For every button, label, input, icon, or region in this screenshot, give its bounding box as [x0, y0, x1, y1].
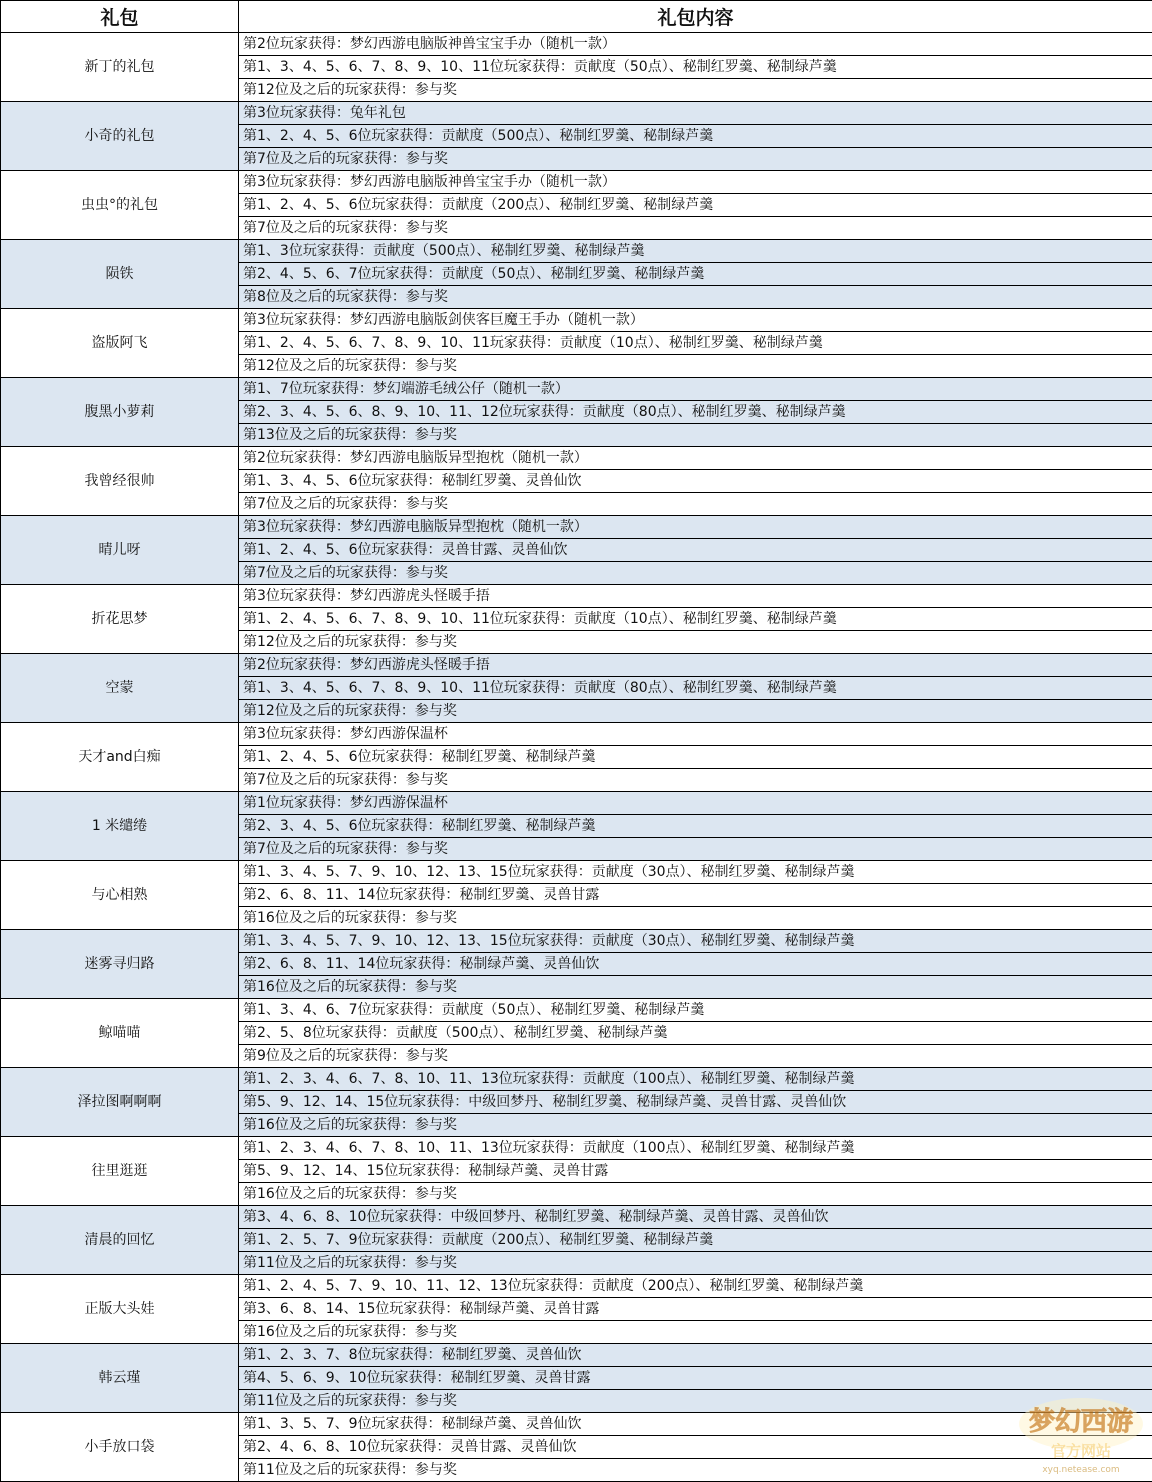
table-row: [1, 1068, 1152, 1091]
table-row: [1, 33, 1152, 56]
gift-content-cell: 第1、2、4、5、6位玩家获得：贡献度（500点）、秘制红罗羹、秘制绿芦羹: [239, 125, 1152, 148]
gift-content-cell: 第1、7位玩家获得：梦幻端游毛绒公仔（随机一款）: [239, 378, 1152, 401]
gift-content-cell: 第1、3、4、5、6位玩家获得：秘制红罗羹、灵兽仙饮: [239, 470, 1152, 493]
gift-content-cell: 第1、3、4、5、6、7、8、9、10、11位玩家获得：贡献度（50点）、秘制红罗羹、秘制绿芦羹: [239, 56, 1152, 79]
gift-content-cell: 第11位及之后的玩家获得：参与奖: [239, 1459, 1152, 1482]
gift-content-cell: 第3位玩家获得：梦幻西游保温杯: [239, 723, 1152, 746]
header-row: [1, 1, 1152, 33]
gift-content-cell: 第16位及之后的玩家获得：参与奖: [239, 1183, 1152, 1206]
gift-content-cell: 第12位及之后的玩家获得：参与奖: [239, 355, 1152, 378]
gift-content-cell: 第3位玩家获得：梦幻西游虎头怪暖手捂: [239, 585, 1152, 608]
gift-content-cell: 第12位及之后的玩家获得：参与奖: [239, 79, 1152, 102]
gift-content-cell: 第1、3、4、5、6、7、8、9、10、11位玩家获得：贡献度（80点）、秘制红罗羹、秘制绿芦羹: [239, 677, 1152, 700]
gift-name-cell: 与心相熟: [1, 861, 239, 930]
gift-content-cell: 第1位玩家获得：梦幻西游保温杯: [239, 792, 1152, 815]
table-row: [1, 792, 1152, 815]
table-row: [1, 447, 1152, 470]
gift-content-cell: 第7位及之后的玩家获得：参与奖: [239, 148, 1152, 171]
table-row: [1, 309, 1152, 332]
table-row: [1, 654, 1152, 677]
header-gift: 礼包: [1, 1, 239, 33]
gift-content-cell: 第3位玩家获得：梦幻西游电脑版剑侠客巨魔王手办（随机一款）: [239, 309, 1152, 332]
gift-content-cell: 第2位玩家获得：梦幻西游电脑版异型抱枕（随机一款）: [239, 447, 1152, 470]
table-row: [1, 378, 1152, 401]
svg-text:梦幻西游: 梦幻西游: [1029, 1406, 1133, 1437]
gift-content-cell: 第3位玩家获得：梦幻西游电脑版神兽宝宝手办（随机一款）: [239, 171, 1152, 194]
table-row: [1, 861, 1152, 884]
gift-name-cell: 正版大头娃: [1, 1275, 239, 1344]
gift-content-cell: 第2、6、8、11、14位玩家获得：秘制红罗羹、灵兽甘露: [239, 884, 1152, 907]
svg-text:官方网站: 官方网站: [1051, 1442, 1111, 1460]
gift-content-cell: 第1、2、3、4、6、7、8、10、11、13位玩家获得：贡献度（100点）、秘制红罗羹、秘制绿芦羹: [239, 1137, 1152, 1160]
table-row: [1, 171, 1152, 194]
table-row: [1, 723, 1152, 746]
gift-name-cell: 陨铁: [1, 240, 239, 309]
gift-content-cell: 第1、2、4、5、6、7、8、9、10、11玩家获得：贡献度（10点）、秘制红罗羹、秘制绿芦羹: [239, 332, 1152, 355]
gift-name-cell: 泽拉图啊啊啊: [1, 1068, 239, 1137]
table-row: [1, 1275, 1152, 1298]
gift-content-cell: 第16位及之后的玩家获得：参与奖: [239, 1321, 1152, 1344]
gift-content-cell: 第5、9、12、14、15位玩家获得：秘制绿芦羹、灵兽甘露: [239, 1160, 1152, 1183]
gift-content-cell: 第3位玩家获得：兔年礼包: [239, 102, 1152, 125]
gift-content-cell: 第1、2、3、7、8位玩家获得：秘制红罗羹、灵兽仙饮: [239, 1344, 1152, 1367]
table-row: [1, 1206, 1152, 1229]
gift-content-cell: 第1、3、5、7、9位玩家获得：秘制绿芦羹、灵兽仙饮: [239, 1413, 1152, 1436]
gift-content-cell: 第1、2、4、5、6位玩家获得：贡献度（200点）、秘制红罗羹、秘制绿芦羹: [239, 194, 1152, 217]
gift-name-cell: 1 米缱绻: [1, 792, 239, 861]
gift-content-cell: 第2、5、8位玩家获得：贡献度（500点）、秘制红罗羹、秘制绿芦羹: [239, 1022, 1152, 1045]
table-row: [1, 240, 1152, 263]
gift-content-cell: 第1、3、4、6、7位玩家获得：贡献度（50点）、秘制红罗羹、秘制绿芦羹: [239, 999, 1152, 1022]
gift-name-cell: 鲸喵喵: [1, 999, 239, 1068]
gift-content-cell: 第1、3、4、5、7、9、10、12、13、15位玩家获得：贡献度（30点）、秘制红罗羹、秘制绿芦羹: [239, 930, 1152, 953]
gift-name-cell: 小奇的礼包: [1, 102, 239, 171]
gift-name-cell: 空蒙: [1, 654, 239, 723]
gift-content-cell: 第2位玩家获得：梦幻西游电脑版神兽宝宝手办（随机一款）: [239, 33, 1152, 56]
gift-name-cell: 清晨的回忆: [1, 1206, 239, 1275]
gift-name-cell: 迷雾寻归路: [1, 930, 239, 999]
gift-content-cell: 第2、6、8、11、14位玩家获得：秘制绿芦羹、灵兽仙饮: [239, 953, 1152, 976]
gift-content-cell: 第1、2、4、5、6、7、8、9、10、11位玩家获得：贡献度（10点）、秘制红罗羹、秘制绿芦羹: [239, 608, 1152, 631]
gift-name-cell: 盗版阿飞: [1, 309, 239, 378]
table-row: [1, 999, 1152, 1022]
gift-content-cell: 第12位及之后的玩家获得：参与奖: [239, 700, 1152, 723]
table-row: [1, 930, 1152, 953]
watermark-logo: [1016, 1390, 1146, 1476]
table-row: [1, 516, 1152, 539]
gift-content-cell: 第2、4、5、6、7位玩家获得：贡献度（50点）、秘制红罗羹、秘制绿芦羹: [239, 263, 1152, 286]
gift-content-cell: 第7位及之后的玩家获得：参与奖: [239, 217, 1152, 240]
gift-name-cell: 天才and白痴: [1, 723, 239, 792]
table-row: [1, 1137, 1152, 1160]
gift-content-cell: 第1、3位玩家获得：贡献度（500点）、秘制红罗羹、秘制绿芦羹: [239, 240, 1152, 263]
gift-content-cell: 第2、4、6、8、10位玩家获得：灵兽甘露、灵兽仙饮: [239, 1436, 1152, 1459]
table-body: [1, 33, 1152, 1482]
gift-name-cell: 我曾经很帅: [1, 447, 239, 516]
table-row: [1, 102, 1152, 125]
gift-content-cell: 第1、2、5、7、9位玩家获得：贡献度（200点）、秘制红罗羹、秘制绿芦羹: [239, 1229, 1152, 1252]
gift-content-cell: 第7位及之后的玩家获得：参与奖: [239, 493, 1152, 516]
gift-content-cell: 第16位及之后的玩家获得：参与奖: [239, 907, 1152, 930]
gift-name-cell: 新丁的礼包: [1, 33, 239, 102]
gift-content-cell: 第12位及之后的玩家获得：参与奖: [239, 631, 1152, 654]
gift-content-cell: 第7位及之后的玩家获得：参与奖: [239, 838, 1152, 861]
gift-content-cell: 第16位及之后的玩家获得：参与奖: [239, 976, 1152, 999]
gift-content-cell: 第16位及之后的玩家获得：参与奖: [239, 1114, 1152, 1137]
gift-content-cell: 第13位及之后的玩家获得：参与奖: [239, 424, 1152, 447]
gift-content-cell: 第3位玩家获得：梦幻西游电脑版异型抱枕（随机一款）: [239, 516, 1152, 539]
gift-name-cell: 往里逛逛: [1, 1137, 239, 1206]
table-row: [1, 1344, 1152, 1367]
gift-content-cell: 第7位及之后的玩家获得：参与奖: [239, 562, 1152, 585]
gift-content-cell: 第1、2、4、5、6位玩家获得：秘制红罗羹、秘制绿芦羹: [239, 746, 1152, 769]
gift-content-cell: 第2、3、4、5、6位玩家获得：秘制红罗羹、秘制绿芦羹: [239, 815, 1152, 838]
gift-content-cell: 第1、2、3、4、6、7、8、10、11、13位玩家获得：贡献度（100点）、秘制红罗羹、秘制绿芦羹: [239, 1068, 1152, 1091]
gift-content-cell: 第9位及之后的玩家获得：参与奖: [239, 1045, 1152, 1068]
table-row: [1, 1413, 1152, 1436]
gift-content-cell: 第2、3、4、5、6、8、9、10、11、12位玩家获得：贡献度（80点）、秘制红罗羹、秘制绿芦羹: [239, 401, 1152, 424]
gift-content-cell: 第2位玩家获得：梦幻西游虎头怪暖手捂: [239, 654, 1152, 677]
gift-content-cell: 第11位及之后的玩家获得：参与奖: [239, 1252, 1152, 1275]
gift-content-cell: 第3、6、8、14、15位玩家获得：秘制绿芦羹、灵兽甘露: [239, 1298, 1152, 1321]
gift-name-cell: 韩云瑾: [1, 1344, 239, 1413]
gift-content-cell: 第1、2、4、5、6位玩家获得：灵兽甘露、灵兽仙饮: [239, 539, 1152, 562]
table-row: [1, 585, 1152, 608]
gift-name-cell: 小手放口袋: [1, 1413, 239, 1482]
header-gift-content: 礼包内容: [239, 1, 1152, 33]
gift-content-cell: 第7位及之后的玩家获得：参与奖: [239, 769, 1152, 792]
gift-name-cell: 折花思梦: [1, 585, 239, 654]
gift-name-cell: 腹黑小萝莉: [1, 378, 239, 447]
gift-name-cell: 虫虫°的礼包: [1, 171, 239, 240]
gift-content-cell: 第5、9、12、14、15位玩家获得：中级回梦丹、秘制红罗羹、秘制绿芦羹、灵兽甘露、灵兽仙饮: [239, 1091, 1152, 1114]
gift-name-cell: 晴儿呀: [1, 516, 239, 585]
gift-content-cell: 第1、2、4、5、7、9、10、11、12、13位玩家获得：贡献度（200点）、秘制红罗羹、秘制绿芦羹: [239, 1275, 1152, 1298]
gift-content-cell: 第4、5、6、9、10位玩家获得：秘制红罗羹、灵兽甘露: [239, 1367, 1152, 1390]
gift-content-cell: 第8位及之后的玩家获得：参与奖: [239, 286, 1152, 309]
gift-content-cell: 第11位及之后的玩家获得：参与奖: [239, 1390, 1152, 1413]
gift-content-cell: 第3、4、6、8、10位玩家获得：中级回梦丹、秘制红罗羹、秘制绿芦羹、灵兽甘露、灵兽仙饮: [239, 1206, 1152, 1229]
svg-text:xyq.netease.com: xyq.netease.com: [1042, 1465, 1119, 1475]
gift-content-cell: 第1、3、4、5、7、9、10、12、13、15位玩家获得：贡献度（30点）、秘制红罗羹、秘制绿芦羹: [239, 861, 1152, 884]
